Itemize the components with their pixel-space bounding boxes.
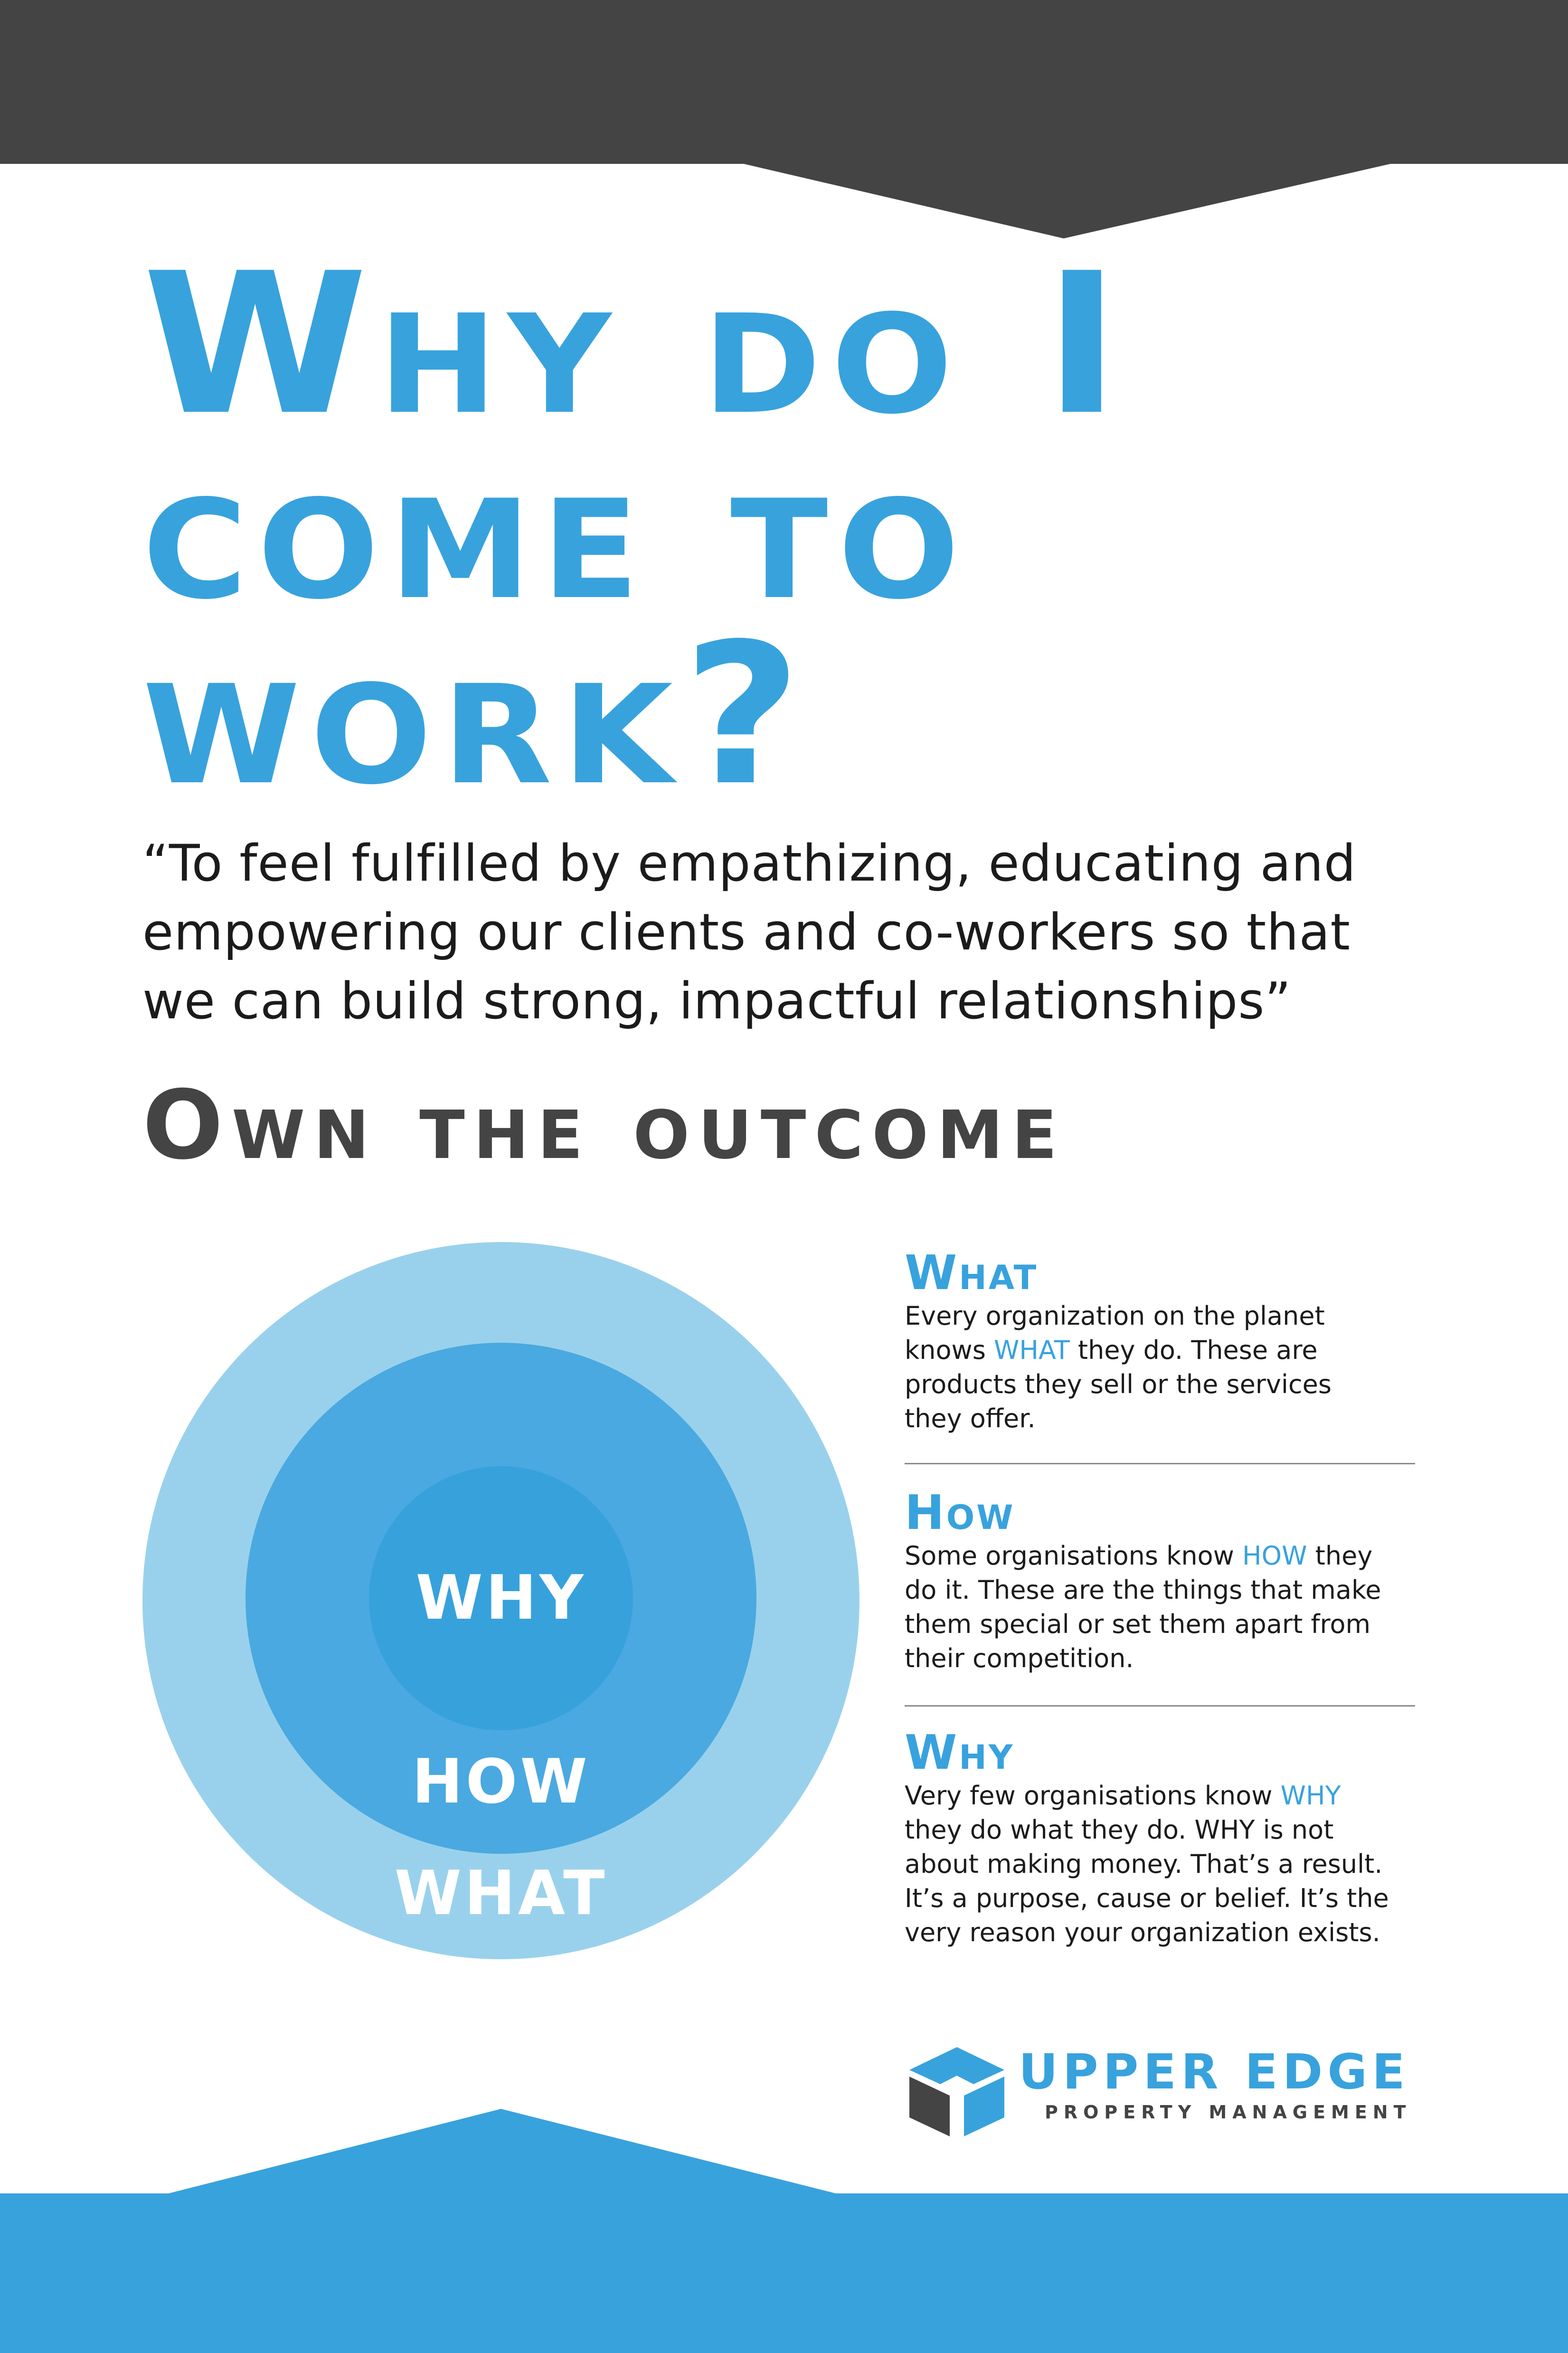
headline-line-1: Why do I xyxy=(142,231,1130,458)
panel-why-body: Very few organisations know WHY they do what they do. WHY is not about making money. That’s a result. It’s a purpose, cause or belief. It’s the very reason your organization exists. xyxy=(905,1781,1389,1947)
logo-name: UPPER EDGE xyxy=(1019,2044,1410,2100)
circle-label-what: WHAT xyxy=(394,1858,608,1929)
panel-how-body: Some organisations know HOW they do it. These are the things that make them special or set them apart from their competition. xyxy=(905,1541,1381,1673)
divider-1 xyxy=(905,1463,1415,1464)
circle-label-how: HOW xyxy=(412,1746,590,1817)
panel-how xyxy=(905,1487,1417,1676)
bottom-banner xyxy=(0,2109,1568,2353)
panel-why-title: Why xyxy=(905,1725,1015,1780)
quote-line-3: we can build strong, impactful relationships” xyxy=(142,972,1292,1030)
panel-what xyxy=(905,1247,1417,1436)
panel-what-title: What xyxy=(905,1245,1039,1300)
divider-2 xyxy=(905,1705,1415,1707)
logo-tagline: PROPERTY MANAGEMENT xyxy=(1045,2102,1412,2123)
subhead: Own the outcome xyxy=(142,1070,1066,1181)
circle-label-why: WHY xyxy=(416,1563,586,1633)
panel-why xyxy=(905,1727,1417,1950)
golden-circle-diagram xyxy=(138,1235,869,1966)
headline-line-2: come to xyxy=(142,416,970,643)
top-chevron xyxy=(0,0,1568,247)
panel-what-body: Every organization on the planet knows WHAT they do. These are products they sell or the services they offer. xyxy=(905,1301,1332,1433)
quote-line-1: “To feel fulfilled by empathizing, educating and xyxy=(142,834,1356,892)
quote-line-2: empowering our clients and co-workers so that xyxy=(142,903,1351,961)
mission-quote xyxy=(142,829,1448,1035)
panel-how-title: How xyxy=(905,1485,1015,1540)
headline xyxy=(142,231,1539,828)
headline-line-3: work? xyxy=(142,601,812,828)
